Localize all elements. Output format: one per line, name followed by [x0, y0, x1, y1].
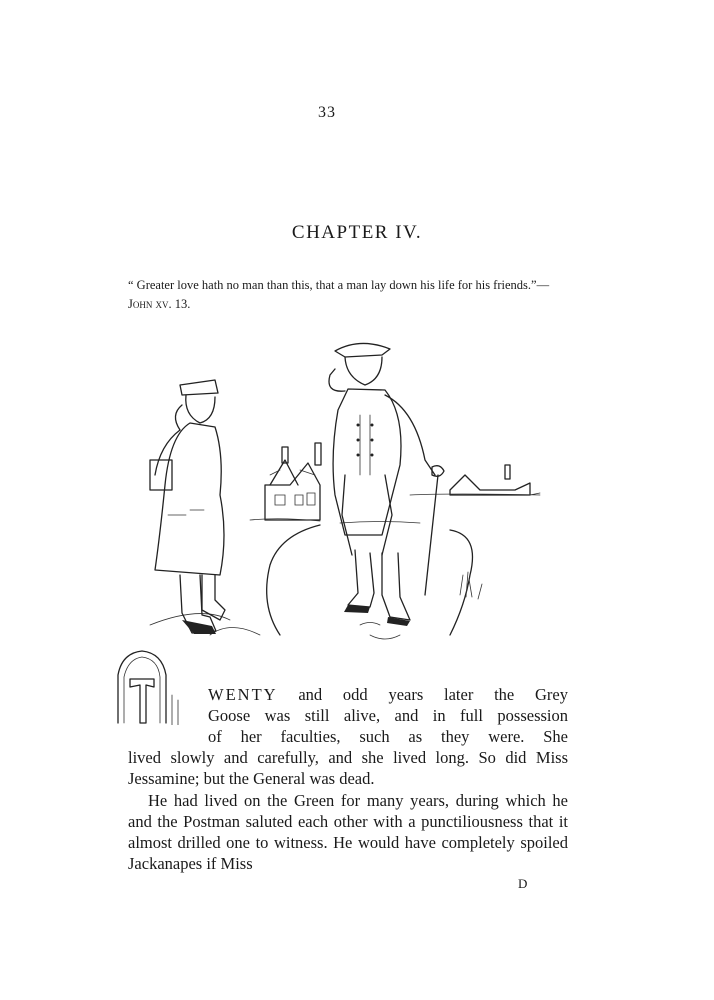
- body-line-1: WENTY and odd years later the Grey: [208, 685, 568, 704]
- signature-mark: D: [518, 876, 528, 891]
- epigraph-quote: “ Greater love hath no man than this, that a man lay down his life for his friends.”: [128, 278, 537, 292]
- page-number: 33: [318, 104, 336, 121]
- chapter-title: CHAPTER IV.: [291, 222, 423, 243]
- epigraph: [128, 276, 568, 314]
- epigraph-citation: —John xv. 13.: [128, 278, 550, 311]
- body-text: [128, 684, 568, 874]
- paragraph-1: [128, 684, 568, 789]
- body-line-2: Goose was still alive, and in full possession: [208, 706, 568, 725]
- paragraph-2: He had lived on the Green for many years, during which he and the Postman saluted each other with a punctiliousness that it almost drilled one to witness. He would have completely spoiled Jackanapes if Miss: [128, 791, 568, 873]
- body-line-3: of her faculties, such as they were. She: [208, 727, 568, 746]
- illustration-postman-and-general: [120, 335, 550, 670]
- paragraph-1-rest: lived slowly and carefully, and she lived long. So did Miss Jessamine; but the General was dead.: [128, 748, 568, 788]
- background-houses: [265, 443, 540, 520]
- general-figure: [329, 343, 444, 626]
- postman-figure: [150, 380, 225, 634]
